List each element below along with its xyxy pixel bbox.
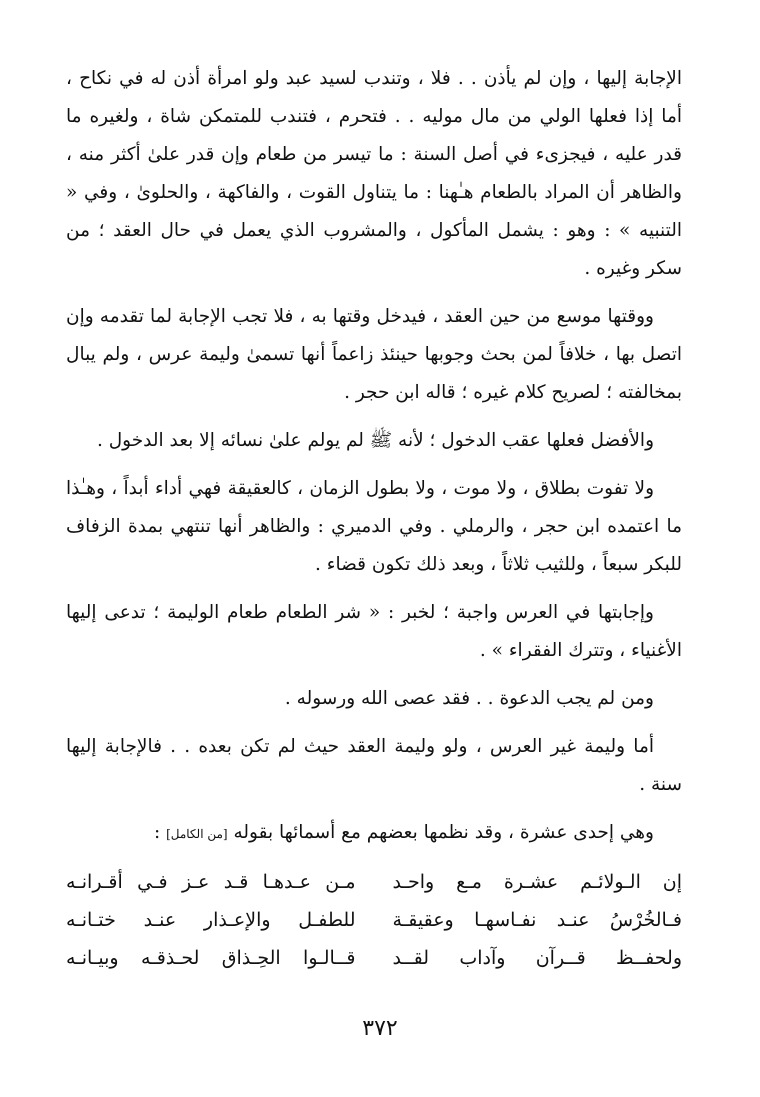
poem-hemistich-first: فـالخُرْسُ عنـد نفـاسهـا وعقيقـة [392, 909, 682, 931]
poem-line [66, 901, 682, 939]
poem-intro-colon: : [153, 822, 161, 843]
paragraph-5: وإجابتها في العرس واجبة ؛ لخبر : « شر الطعام طعام الوليمة ؛ تدعى إليها الأغنياء ، وتترك الفقراء » . [66, 602, 682, 661]
poem-hemistich-second: للطفـل والإعـذار عنـد ختـانـه [66, 909, 356, 931]
paragraph-1: الإجابة إليها ، وإن لم يأذن . . فلا ، وتندب لسيد عبد ولو امرأة أذن له في نكاح ، أما إذا فعلها الولي من مال موليه . . فتحرم ، فتندب للمتمكن شاة ، ولغيره ما قدر عليه ، فيجزىء في أصل السنة : ما تيسر من طعام وإن قدر علىٰ أكثر منه ، والظاهر أن المراد بالطعام هـٰهنا : ما يتناول القوت ، والفاكهة ، والحلوىٰ ، وفي « التنبيه » : وهو : يشمل المأكول ، والمشروب الذي يعمل في حال العقد ؛ من سكر وغيره . [66, 68, 682, 279]
meter-tag: [من الكامل] [166, 827, 228, 841]
poem-line [66, 939, 682, 977]
poem-hemistich-first: إن الـولائـم عشـرة مـع واحـد [392, 871, 682, 893]
paragraph-3: والأفضل فعلها عقب الدخول ؛ لأنه ﷺ لم يولم علىٰ نسائه إلا بعد الدخول . [96, 430, 654, 451]
poem-hemistich-second: مـن عـدهـا قـد عـز فـي أقـرانـه [66, 871, 356, 893]
paragraph-4: ولا تفوت بطلاق ، ولا موت ، ولا بطول الزمان ، كالعقيقة فهي أداء أبداً ، وهـٰذا ما اعتمده ابن حجر ، والرملي . وفي الدميري : والظاهر أنها تنتهي بمدة الزفاف للبكر سبعاً ، وللثيب ثلاثاً ، وبعد ذلك تكون قضاء . [66, 478, 682, 575]
page-number: ٣٧٢ [362, 1016, 398, 1041]
poem-intro-text: وهي إحدى عشرة ، وقد نظمها بعضهم مع أسمائها بقوله [233, 822, 654, 843]
poem [66, 863, 682, 977]
paragraph-2: ووقتها موسع من حين العقد ، فيدخل وقتها به ، فلا تجب الإجابة لما تقدمه وإن اتصل بها ، خلافاً لمن بحث وجوبها حينئذ زاعماً أنها تسمىٰ وليمة عرس ، ولم يبال بمخالفته ؛ لصريح كلام غيره ؛ قاله ابن حجر . [66, 306, 682, 403]
paragraph-6: ومن لم يجب الدعوة . . فقد عصى الله ورسوله . [284, 688, 654, 709]
poem-hemistich-first: ولحفــظ قــرآن وآداب لقــد [392, 947, 682, 969]
poem-intro [66, 814, 682, 853]
poem-line [66, 863, 682, 901]
paragraph-7: أما وليمة غير العرس ، ولو وليمة العقد حيث لم تكن بعده . . فالإجابة إليها سنة . [66, 736, 682, 795]
poem-hemistich-second: قــالـوا الحِـذاق لحـذقـه وبيـانـه [66, 947, 356, 969]
